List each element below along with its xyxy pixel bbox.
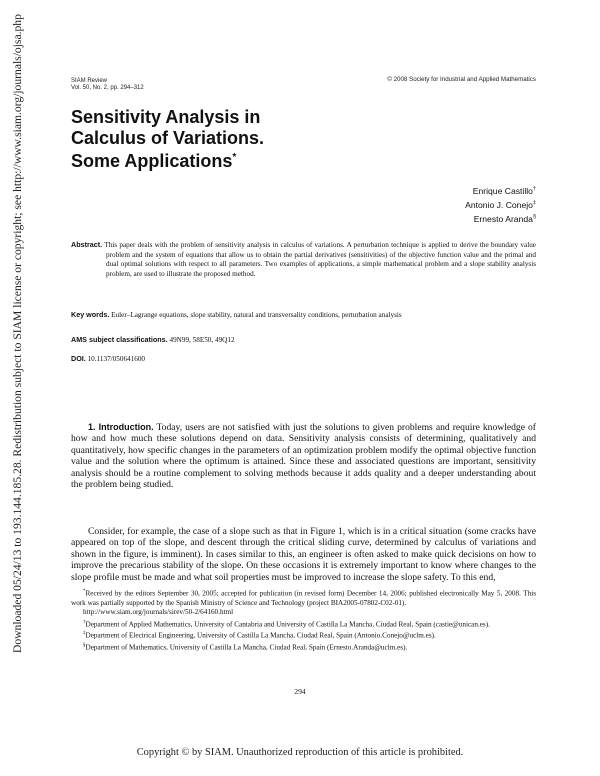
doi-label: DOI. (71, 354, 86, 363)
title-line-3: Some Applications* (71, 151, 237, 171)
intro-paragraph-2 (71, 526, 536, 583)
author-list (300, 183, 536, 225)
journal-header (71, 78, 144, 92)
intro-text-1: Today, users are not satisfied with just the solutions to given problems and require knowledge of how and how much these solutions depend on data. Sensitivity analysis consists of determining, qualitatively and quantitatively, how specific changes in the parameters of an optimization problem modify the optimal objective function value and the solution where the optimum is attained. Since these and associated questions are important, sensitivity analysis should be a routine complement to solving methods because it adds quality and a deeper understanding about the problem being studied. (71, 422, 536, 491)
title-line-2: Calculus of Variations. (71, 127, 265, 148)
ams-label: AMS subject classifications. (71, 335, 168, 344)
abstract-label: Abstract. (71, 240, 103, 249)
intro-paragraph-1 (71, 422, 536, 490)
abstract-text: This paper deals with the problem of sensitivity analysis in calculus of variations. A perturbation technique is applied to derive the boundary value problem and the system of equations that allow us to obtain the partial derivatives (sensitivities) of the objective function value and the primal and dual optimal solutions with respect to all parameters. Two examples of applications, a simple mathematical problem and a slope stability analysis problem, are used to illustrate the proposed method. (104, 241, 536, 278)
footnote: ‡Department of Electrical Engineering, University of Castilla La Mancha, Ciudad Real, Spain (Antonio.Conejo@uclm.es). (83, 631, 436, 640)
section-heading: 1. Introduction. (88, 422, 154, 432)
doi (71, 354, 536, 365)
author: Enrique Castillo† (472, 185, 536, 196)
header-copyright: © 2008 Society for Industrial and Applied Mathematics (387, 76, 536, 83)
keywords-label: Key words. (71, 310, 110, 319)
title-footnote-mark: * (232, 152, 237, 163)
journal-volume: Vol. 50, No. 2, pp. 294–312 (71, 85, 144, 91)
paper-title (71, 107, 264, 172)
download-watermark: Downloaded 05/24/13 to 193.144.185.28. Redistribution subject to SIAM license or copyright; see http://www.siam.org/journals/ojsa.php (11, 14, 24, 653)
footnote: §Department of Mathematics, University of Castilla La Mancha, Ciudad Real, Spain (Ernesto.Aranda@uclm.es). (83, 643, 408, 652)
bottom-copyright: Copyright © by SIAM. Unauthorized reproduction of this article is prohibited. (136, 747, 464, 758)
ams-classifications (71, 335, 536, 346)
doi-text: 10.1137/050641600 (87, 355, 146, 363)
footnotes (71, 587, 536, 653)
footnote: †Department of Applied Mathematics, University of Cantabria and University of Castilla La Mancha, Ciudad Real, Spain (castie@unican.es). (83, 619, 490, 628)
ams-text: 49N99, 58E50, 49Q12 (169, 336, 235, 344)
footnote: *Received by the editors September 30, 2005; accepted for publication (in revised form) December 14, 2006; published electronically May 5, 2008. This work was partially supported by the Spanish Ministry of Science and Technology (project BIA2005-07802-C02-01). (71, 589, 536, 607)
page-number: 294 (294, 687, 306, 696)
author: Ernesto Aranda§ (473, 213, 536, 224)
author: Antonio J. Conejo‡ (465, 199, 536, 210)
keywords-text: Euler–Lagrange equations, slope stability, natural and transversality conditions, perturbation analysis (111, 311, 402, 319)
intro-text-2: Consider, for example, the case of a slope such as that in Figure 1, which is in a critical situation (some cracks have appeared on top of the slope, and descent through the critical sliding curve, determined by calculus of variations and shown in the figure, is imminent). In cases similar to this, an engineer is often asked to make quick decisions on how to improve the precarious stability of the slope. On these occasions it is extremely important to know where changes to the slope profile must be made and what soil properties must be improved to increase the slope safety. To this end, (71, 526, 536, 583)
journal-name: SIAM Review (71, 78, 108, 84)
abstract (71, 240, 536, 279)
keywords (71, 310, 536, 321)
title-line-1: Sensitivity Analysis in (71, 107, 261, 127)
footnote-url: http://www.siam.org/journals/sirev/50-2/64160.html (83, 608, 234, 617)
